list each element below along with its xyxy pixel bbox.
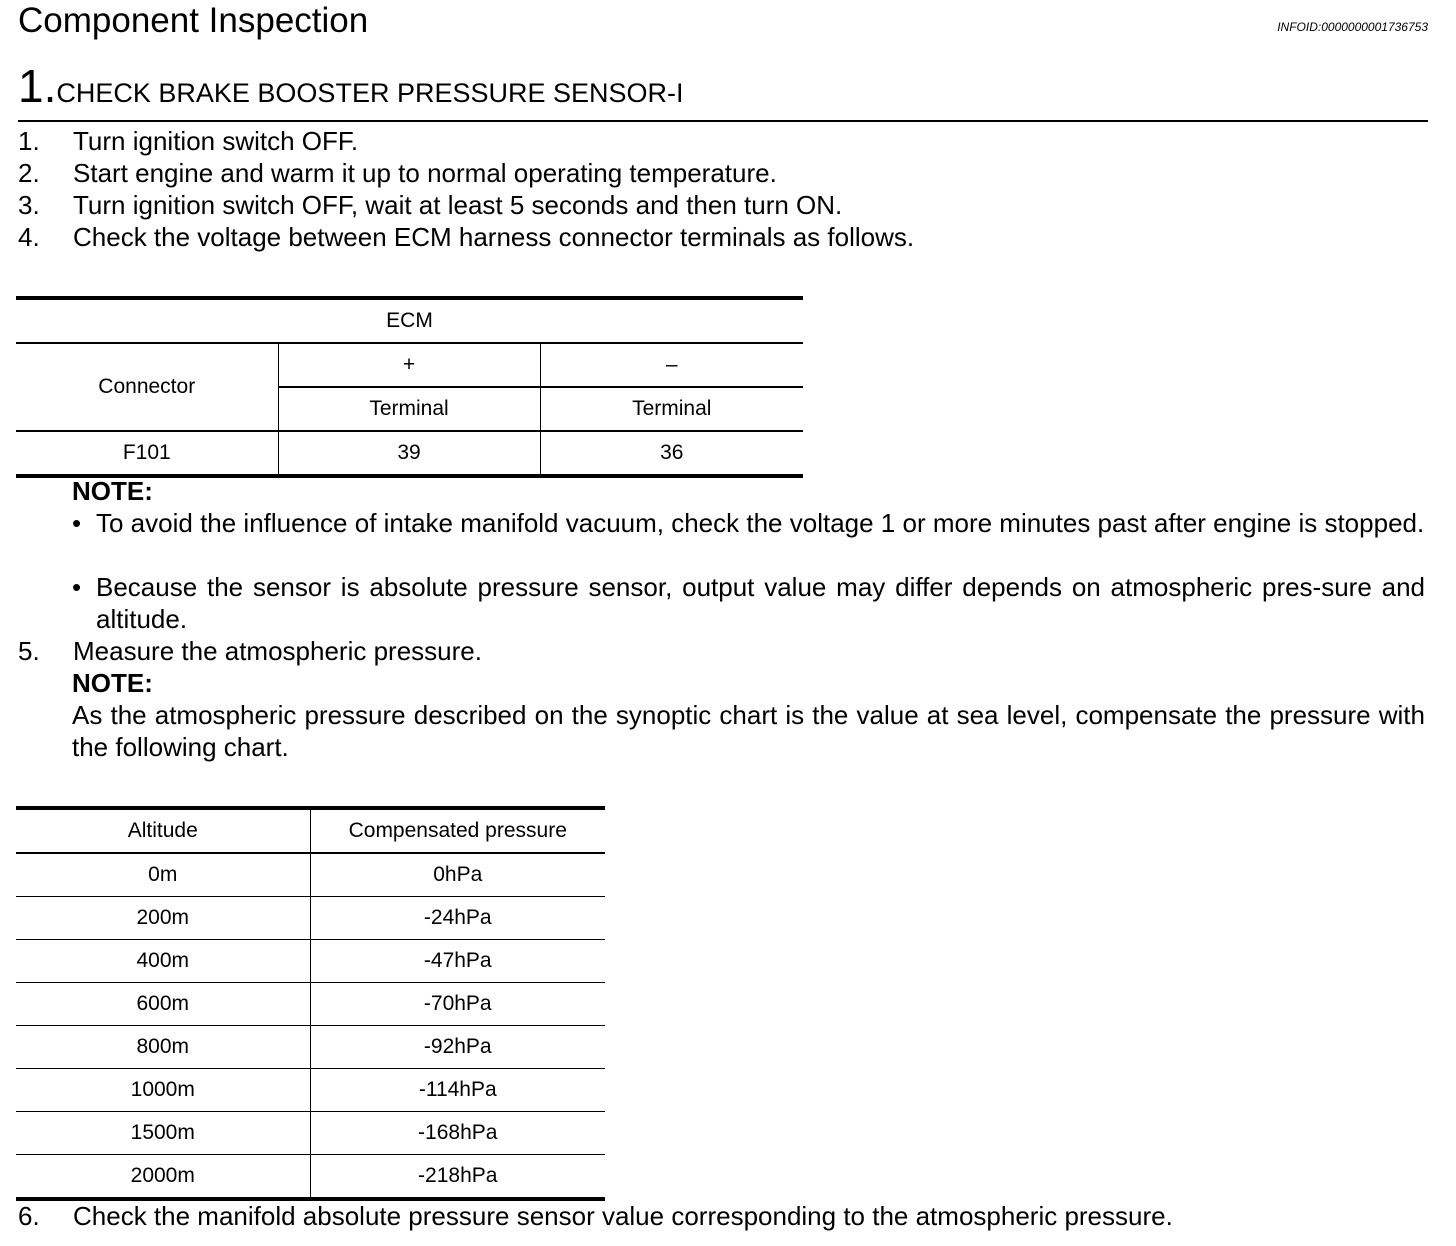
table-cell: 1500m	[16, 1112, 310, 1155]
table-row	[16, 1026, 605, 1069]
column-header-pressure: Compensated pressure	[310, 808, 605, 853]
plus-header: +	[278, 343, 540, 387]
note-label: NOTE:	[72, 668, 153, 698]
note-label: NOTE:	[72, 476, 153, 506]
table-row	[16, 897, 605, 940]
list-item-number: 4.	[18, 222, 40, 252]
page-title: Component Inspection	[18, 1, 369, 40]
connector-header: Connector	[16, 343, 278, 431]
info-id: INFOID:0000000001736753	[1277, 20, 1428, 34]
table-cell: 400m	[16, 940, 310, 983]
list-item-text: Measure the atmospheric pressure.	[73, 636, 482, 666]
heading-rule	[18, 120, 1428, 122]
step-title: CHECK BRAKE BOOSTER PRESSURE SENSOR-I	[56, 78, 684, 108]
table-cell: -24hPa	[310, 897, 605, 940]
list-item-number: 6.	[18, 1201, 40, 1231]
table-cell: -114hPa	[310, 1069, 605, 1112]
ecm-voltage-table	[16, 296, 803, 478]
table-cell: 0hPa	[310, 853, 605, 897]
table-cell: 2000m	[16, 1155, 310, 1200]
table-cell: 36	[660, 441, 684, 464]
list-item-text: Turn ignition switch OFF.	[73, 126, 359, 156]
table-cell: 600m	[16, 983, 310, 1026]
table-row	[16, 983, 605, 1026]
bullet-icon: •	[72, 508, 82, 538]
table-cell: -218hPa	[418, 1164, 498, 1187]
list-item-number: 1.	[18, 126, 40, 156]
table-row	[16, 940, 605, 983]
table-cell: -92hPa	[310, 1026, 605, 1069]
table-cell: -70hPa	[310, 983, 605, 1026]
bullet-icon: •	[72, 572, 82, 602]
table-cell: F101	[16, 431, 278, 476]
list-item-text: Start engine and warm it up to normal operating temperature.	[73, 158, 777, 188]
list-item-text: Turn ignition switch OFF, wait at least 5 seconds and then turn ON.	[73, 190, 843, 220]
table-cell: -168hPa	[310, 1112, 605, 1155]
table-cell: 800m	[16, 1026, 310, 1069]
altitude-compensation-table	[16, 806, 605, 1201]
table-cell: 0m	[16, 853, 310, 897]
column-header-altitude: Altitude	[16, 808, 310, 853]
terminal-header: Terminal	[540, 387, 803, 431]
list-item-number: 5.	[18, 636, 40, 666]
note-bullet-text: To avoid the influence of intake manifold vacuum, check the voltage 1 or more minutes past after engine is stopped.	[96, 508, 1425, 538]
note-bullet-text: Because the sensor is absolute pressure sensor, output value may differ depends on atmospheric pres-sure and altitude.	[96, 572, 1425, 634]
terminal-header: Terminal	[278, 387, 540, 431]
list-item-text: Check the manifold absolute pressure sensor value corresponding to the atmospheric pressure.	[73, 1201, 1173, 1231]
table-cell: -47hPa	[310, 940, 605, 983]
note-bullet	[72, 507, 1425, 539]
table-cell: 200m	[16, 897, 310, 940]
table-cell: 39	[278, 431, 540, 476]
step-number: 1.	[18, 60, 57, 112]
table-row	[16, 853, 605, 897]
table-cell: 1000m	[16, 1069, 310, 1112]
list-item-text: Check the voltage between ECM harness connector terminals as follows.	[73, 222, 915, 252]
table-row	[16, 1112, 605, 1155]
table-row	[16, 1069, 605, 1112]
minus-header: –	[540, 343, 803, 387]
step-heading	[18, 60, 684, 112]
table-row	[16, 1155, 605, 1200]
note-bullet	[72, 571, 1425, 635]
list-item-number: 3.	[18, 190, 40, 220]
note-text: As the atmospheric pressure described on the synoptic chart is the value at sea level, compensate the pressure with the following chart.	[72, 700, 1425, 762]
table-row	[16, 431, 803, 476]
table-group-header: ECM	[16, 298, 803, 343]
list-item-number: 2.	[18, 158, 40, 188]
